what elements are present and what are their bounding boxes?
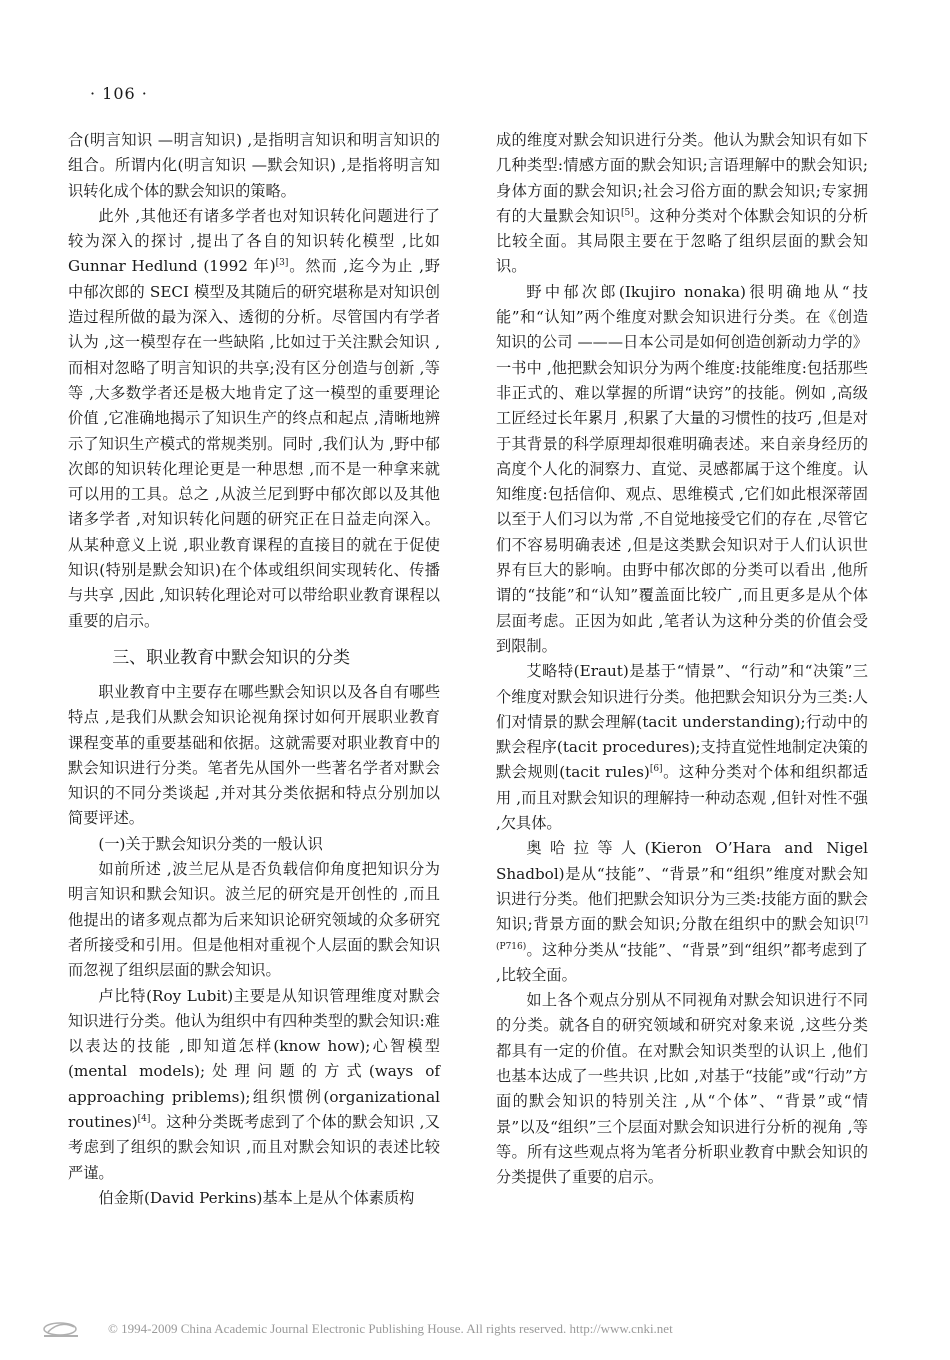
paragraph <box>496 836 868 988</box>
paragraph: 野中郁次郎(Ikujiro nonaka)很明确地从“技能”和“认知”两个维度对默会知识进行分类。在《创造知识的公司 ———日本公司是如何创造创新动力学的》一书中 ,他把默会知识分为两个维度:技能维度:包括那些非正式的、难以掌握的所谓“诀窍”的技能。例如 ,高级工匠经过长年累月 ,积累了大量的习惯性的技巧 ,但是对于其背景的科学原理却很难明确表述。来自亲身经历的高度个人化的洞察力、直觉、灵感都属于这个维度。认知维度:包括信仰、观点、思维模式 ,它们如此根深蒂固以至于人们习以为常 ,不自觉地接受它们的存在 ,尽管它们不容易明确表述 ,但是这类默会知识对于人们认识世界有巨大的影响。由野中郁次郎的分类可以看出 ,他所谓的“技能”和“认知”覆盖面比较广 ,而且更多是从个体层面考虑。正因为如此 ,笔者认为这种分类的价值会受到限制。 <box>496 282 868 655</box>
paragraph: 如前所述 ,波兰尼从是否负载信仰角度把知识分为明言知识和默会知识。波兰尼的研究是开创性的 ,而且他提出的诸多观点都为后来知识论研究领域的众多研究者所接受和引用。但是他相对重视个人层面的默会知识而忽视了组织层面的默会知识。 <box>68 860 440 980</box>
paragraph <box>68 204 440 634</box>
paragraph-text: 。这种分类既考虑到了个体的默会知识 ,又考虑到了组织的默会知识 ,而且对默会知识的表述比较严谨。 <box>68 1112 440 1182</box>
copyright-notice: © 1994-2009 China Academic Journal Electronic Publishing House. All rights reserved. http://www.cnki.net <box>108 1321 673 1336</box>
right-column <box>496 128 868 1190</box>
paragraph-text: 。这种分类对个体和组织都适用 ,而且对默会知识的理解持一种动态观 ,但针对性不强 ,欠具体。 <box>496 763 869 833</box>
subsection-heading: (一)关于默会知识分类的一般认识 <box>98 834 323 853</box>
paragraph: 合(明言知识 —明言知识) ,是指明言知识和明言知识的组合。所谓内化(明言知识 —默会知识) ,是指将明言知识转化成个体的默会知识的策略。 <box>68 131 440 200</box>
paragraph <box>496 128 868 280</box>
page-number: · 106 · <box>90 84 148 103</box>
citation-ref: [3] <box>275 258 289 269</box>
citation-ref: [6] <box>649 764 663 775</box>
citation-ref: [7](P716) <box>496 916 868 952</box>
paragraph-text: 。然而 ,迄今为止 ,野中郁次郎的 SECI 模型及其随后的研究堪称是对知识创造过程所做的最为深入、透彻的分析。尽管国内有学者认为 ,这一模型存在一些缺陷 ,比如过于关注默会知识 ,而相对忽略了明言知识的共享;没有区分创造与创新 ,等等 ,大多数学者还是极大地肯定了这一模型的重要理论价值 ,它准确地揭示了知识生产的终点和起点 ,清晰地辨示了知识生产模式的常规类别。同时 ,我们认为 ,野中郁次郎的知识转化理论更是一种思想 ,而不是一种拿来就可以用的工具。总之 ,从波兰尼到野中郁次郎以及其他诸多学者 ,对知识转化问题的研究正在日益走向深入。从某种意义上说 ,职业教育课程的直接目的就在于促使知识(特别是默会知识)在个体或组织间实现转化、传播与共享 ,因此 ,知识转化理论对可以带给职业教育课程以重要的启示。 <box>68 257 440 630</box>
paragraph <box>496 659 868 836</box>
paragraph-text: 此外 ,其他还有诸多学者也对知识转化问题进行了较为深入的探讨 ,提出了各自的知识转化模型 ,比如 Gunnar Hedlund (1992 年) <box>68 206 440 276</box>
footer <box>0 1318 950 1344</box>
paragraph: 职业教育中主要存在哪些默会知识以及各自有哪些特点 ,是我们从默会知识论视角探讨如何开展职业教育课程变革的重要基础和依据。这就需要对职业教育中的默会知识进行分类。笔者先从国外一些著名学者对默会知识的不同分类谈起 ,并对其分类依据和特点分别加以简要评述。 <box>68 682 440 828</box>
paragraph-text: 。这种分类从“技能”、“背景”到“组织”都考虑到了 ,比较全面。 <box>496 940 868 984</box>
paragraph-text: 艾略特(Eraut)是基于“情景”、“行动”和“决策”三个维度对默会知识进行分类。他把默会知识分为三类:人们对情景的默会理解(tacit understanding);行动中的默会程序(tacit procedures);支持直觉性地制定决策的默会规则(tacit rules) <box>496 662 868 782</box>
paragraph-text: 奥哈拉等人(Kieron O’Hara and Nigel Shadbol)是从“技能”、“背景”和“组织”维度对默会知识进行分类。他们把默会知识分为三类:技能方面的默会知识;背景方面的默会知识;分散在组织中的默会知识 <box>496 839 868 934</box>
paragraph-text: 成的维度对默会知识进行分类。他认为默会知识有如下几种类型:情感方面的默会知识;言语理解中的默会知识;身体方面的默会知识;社会习俗方面的默会知识;专家拥有的大量默会知识 <box>496 131 868 225</box>
citation-ref: [5] <box>620 207 634 218</box>
cnki-logo-icon <box>40 1318 84 1340</box>
paragraph: 如上各个观点分别从不同视角对默会知识进行不同的分类。就各自的研究领域和研究对象来说 ,这些分类都具有一定的价值。在对默会知识类型的认识上 ,他们也基本达成了一些共识 ,比如 ,对基于“技能”或“行动”方面的默会知识的特别关注 ,从“个体”、“背景”或“情景”以及“组织”三个层面对默会知识进行分析的视角 ,等等。所有这些观点将为笔者分析职业教育中默会知识的分类提供了重要的启示。 <box>496 991 868 1187</box>
paragraph: 伯金斯(David Perkins)基本上是从个体素质构 <box>98 1188 415 1207</box>
section-heading: 三、职业教育中默会知识的分类 <box>112 647 351 668</box>
citation-ref: [4] <box>137 1113 151 1124</box>
paragraph-text: 。这种分类对个体默会知识的分析比较全面。其局限主要在于忽略了组织层面的默会知识。 <box>496 206 869 276</box>
left-column <box>68 128 440 1211</box>
paragraph-text: 卢比特(Roy Lubit)主要是从知识管理维度对默会知识进行分类。他认为组织中有四种类型的默会知识:难以表达的技能 ,即知道怎样(know how);心智模型(mental models);处理问题的方式(ways of approaching priblems);组织惯例(organizational routines) <box>68 986 440 1131</box>
paragraph <box>68 984 440 1186</box>
